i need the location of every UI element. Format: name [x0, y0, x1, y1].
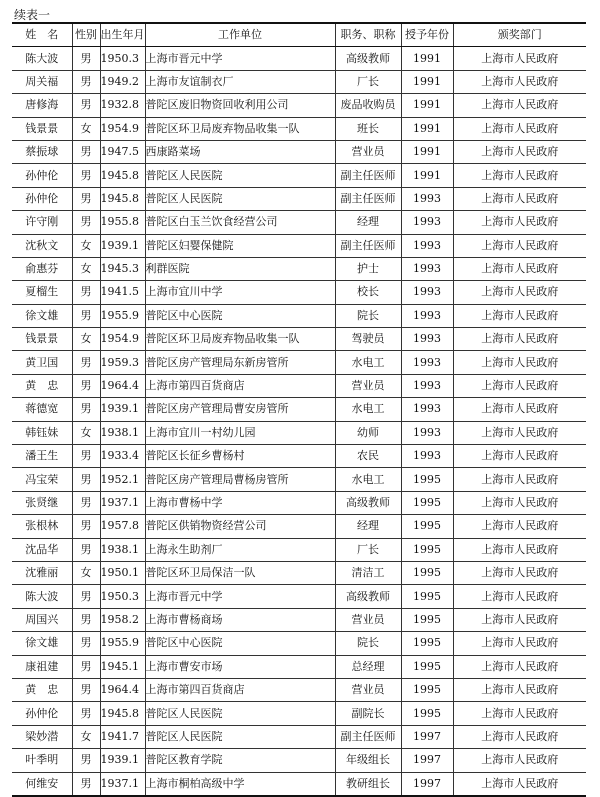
cell-gender: 男 — [72, 585, 100, 608]
table-row — [12, 304, 586, 327]
cell-workplace: 普陀区供销物资经营公司 — [145, 515, 335, 538]
cell-gender: 男 — [72, 374, 100, 397]
cell-year: 1995 — [401, 585, 453, 608]
cell-workplace: 普陀区环卫局废弃物品收集一队 — [145, 117, 335, 140]
cell-department: 上海市人民政府 — [453, 164, 586, 187]
cell-workplace: 普陀区房产管理局曹杨房管所 — [145, 468, 335, 491]
cell-name: 沈品华 — [12, 538, 72, 561]
cell-year: 1993 — [401, 445, 453, 468]
header-workplace: 工作单位 — [145, 23, 335, 47]
cell-department: 上海市人民政府 — [453, 725, 586, 748]
cell-year: 1993 — [401, 351, 453, 374]
cell-workplace: 上海市第四百货商店 — [145, 678, 335, 701]
table-row — [12, 351, 586, 374]
cell-workplace: 利群医院 — [145, 257, 335, 280]
cell-gender: 男 — [72, 47, 100, 70]
cell-workplace: 上海市晋元中学 — [145, 47, 335, 70]
cell-year: 1993 — [401, 257, 453, 280]
cell-workplace: 普陀区房产管理局曹安房管所 — [145, 398, 335, 421]
cell-year: 1993 — [401, 328, 453, 351]
cell-position: 高级教师 — [335, 47, 401, 70]
cell-position: 副主任医师 — [335, 187, 401, 210]
table-row — [12, 561, 586, 584]
cell-year: 1995 — [401, 608, 453, 631]
table-row — [12, 70, 586, 93]
cell-department: 上海市人民政府 — [453, 187, 586, 210]
cell-name: 许守刚 — [12, 211, 72, 234]
cell-department: 上海市人民政府 — [453, 257, 586, 280]
cell-name: 沈雅丽 — [12, 561, 72, 584]
cell-birth: 1957.8 — [100, 515, 145, 538]
cell-department: 上海市人民政府 — [453, 304, 586, 327]
cell-position: 经理 — [335, 211, 401, 234]
cell-birth: 1958.2 — [100, 608, 145, 631]
cell-year: 1997 — [401, 749, 453, 772]
cell-workplace: 上海市桐柏高级中学 — [145, 772, 335, 796]
cell-workplace: 上海市曹杨商场 — [145, 608, 335, 631]
cell-year: 1995 — [401, 468, 453, 491]
cell-year: 1993 — [401, 304, 453, 327]
cell-year: 1991 — [401, 70, 453, 93]
cell-year: 1995 — [401, 632, 453, 655]
cell-name: 俞惠芬 — [12, 257, 72, 280]
cell-birth: 1955.8 — [100, 211, 145, 234]
cell-department: 上海市人民政府 — [453, 468, 586, 491]
cell-department: 上海市人民政府 — [453, 515, 586, 538]
cell-year: 1993 — [401, 211, 453, 234]
cell-position: 经理 — [335, 515, 401, 538]
cell-birth: 1938.1 — [100, 538, 145, 561]
cell-department: 上海市人民政府 — [453, 70, 586, 93]
cell-gender: 男 — [72, 749, 100, 772]
cell-gender: 女 — [72, 328, 100, 351]
cell-gender: 男 — [72, 772, 100, 796]
cell-year: 1995 — [401, 702, 453, 725]
cell-position: 营业员 — [335, 374, 401, 397]
cell-birth: 1947.5 — [100, 140, 145, 163]
cell-gender: 男 — [72, 608, 100, 631]
cell-name: 周国兴 — [12, 608, 72, 631]
cell-position: 水电工 — [335, 468, 401, 491]
cell-birth: 1955.9 — [100, 304, 145, 327]
awards-table — [12, 22, 586, 797]
cell-name: 夏榴生 — [12, 281, 72, 304]
cell-department: 上海市人民政府 — [453, 445, 586, 468]
cell-department: 上海市人民政府 — [453, 398, 586, 421]
header-year: 授予年份 — [401, 23, 453, 47]
table-row — [12, 398, 586, 421]
table-row — [12, 468, 586, 491]
cell-position: 总经理 — [335, 655, 401, 678]
cell-year: 1995 — [401, 678, 453, 701]
cell-workplace: 上海永生助剂厂 — [145, 538, 335, 561]
cell-department: 上海市人民政府 — [453, 47, 586, 70]
cell-year: 1995 — [401, 515, 453, 538]
cell-year: 1993 — [401, 421, 453, 444]
cell-workplace: 上海市曹杨中学 — [145, 491, 335, 514]
cell-workplace: 普陀区环卫局废弃物品收集一队 — [145, 328, 335, 351]
table-row — [12, 445, 586, 468]
cell-gender: 男 — [72, 187, 100, 210]
cell-workplace: 普陀区废旧物资回收利用公司 — [145, 94, 335, 117]
cell-department: 上海市人民政府 — [453, 351, 586, 374]
cell-gender: 男 — [72, 678, 100, 701]
cell-department: 上海市人民政府 — [453, 140, 586, 163]
table-row — [12, 772, 586, 796]
cell-name: 孙仲伦 — [12, 164, 72, 187]
table-row — [12, 257, 586, 280]
cell-name: 黄 忠 — [12, 374, 72, 397]
cell-year: 1993 — [401, 374, 453, 397]
cell-gender: 男 — [72, 515, 100, 538]
cell-birth: 1954.9 — [100, 328, 145, 351]
cell-birth: 1937.1 — [100, 772, 145, 796]
cell-year: 1995 — [401, 561, 453, 584]
cell-position: 院长 — [335, 304, 401, 327]
cell-position: 副主任医师 — [335, 725, 401, 748]
table-row — [12, 187, 586, 210]
cell-name: 徐文雄 — [12, 632, 72, 655]
cell-gender: 女 — [72, 257, 100, 280]
cell-department: 上海市人民政府 — [453, 421, 586, 444]
cell-birth: 1954.9 — [100, 117, 145, 140]
cell-birth: 1932.8 — [100, 94, 145, 117]
table-row — [12, 702, 586, 725]
cell-name: 陈大波 — [12, 47, 72, 70]
cell-year: 1991 — [401, 140, 453, 163]
cell-birth: 1945.8 — [100, 702, 145, 725]
cell-name: 康祖建 — [12, 655, 72, 678]
cell-position: 校长 — [335, 281, 401, 304]
cell-position: 副院长 — [335, 702, 401, 725]
cell-department: 上海市人民政府 — [453, 117, 586, 140]
cell-name: 梁妙潜 — [12, 725, 72, 748]
table-row — [12, 374, 586, 397]
cell-department: 上海市人民政府 — [453, 702, 586, 725]
cell-birth: 1959.3 — [100, 351, 145, 374]
cell-gender: 男 — [72, 655, 100, 678]
cell-workplace: 普陀区中心医院 — [145, 304, 335, 327]
cell-position: 院长 — [335, 632, 401, 655]
cell-birth: 1938.1 — [100, 421, 145, 444]
table-row — [12, 140, 586, 163]
cell-department: 上海市人民政府 — [453, 234, 586, 257]
cell-birth: 1950.1 — [100, 561, 145, 584]
cell-workplace: 上海市宜川中学 — [145, 281, 335, 304]
cell-birth: 1952.1 — [100, 468, 145, 491]
table-row — [12, 47, 586, 70]
cell-department: 上海市人民政府 — [453, 749, 586, 772]
cell-position: 班长 — [335, 117, 401, 140]
header-birth: 出生年月 — [100, 23, 145, 47]
cell-position: 营业员 — [335, 140, 401, 163]
cell-year: 1993 — [401, 187, 453, 210]
cell-department: 上海市人民政府 — [453, 772, 586, 796]
table-row — [12, 632, 586, 655]
cell-department: 上海市人民政府 — [453, 655, 586, 678]
cell-gender: 女 — [72, 561, 100, 584]
cell-workplace: 普陀区教育学院 — [145, 749, 335, 772]
cell-workplace: 普陀区长征乡曹杨村 — [145, 445, 335, 468]
table-row — [12, 94, 586, 117]
table-row — [12, 678, 586, 701]
cell-gender: 男 — [72, 140, 100, 163]
cell-gender: 男 — [72, 281, 100, 304]
cell-birth: 1939.1 — [100, 398, 145, 421]
cell-department: 上海市人民政府 — [453, 538, 586, 561]
cell-department: 上海市人民政府 — [453, 374, 586, 397]
cell-name: 韩钰妹 — [12, 421, 72, 444]
table-row — [12, 164, 586, 187]
table-caption: 续表一 — [14, 8, 51, 22]
table-row — [12, 725, 586, 748]
cell-position: 高级教师 — [335, 491, 401, 514]
cell-department: 上海市人民政府 — [453, 585, 586, 608]
cell-name: 徐文雄 — [12, 304, 72, 327]
cell-gender: 男 — [72, 70, 100, 93]
cell-department: 上海市人民政府 — [453, 678, 586, 701]
cell-year: 1995 — [401, 491, 453, 514]
cell-workplace: 普陀区妇婴保健院 — [145, 234, 335, 257]
cell-position: 副主任医师 — [335, 234, 401, 257]
cell-name: 蒋德宽 — [12, 398, 72, 421]
header-department: 颁奖部门 — [453, 23, 586, 47]
cell-workplace: 普陀区中心医院 — [145, 632, 335, 655]
cell-position: 营业员 — [335, 608, 401, 631]
cell-position: 厂长 — [335, 70, 401, 93]
cell-year: 1991 — [401, 164, 453, 187]
header-name: 姓 名 — [12, 23, 72, 47]
cell-gender: 女 — [72, 725, 100, 748]
cell-year: 1993 — [401, 281, 453, 304]
table-row — [12, 234, 586, 257]
cell-year: 1993 — [401, 398, 453, 421]
header-row — [12, 23, 586, 47]
cell-birth: 1950.3 — [100, 47, 145, 70]
table-row — [12, 211, 586, 234]
cell-gender: 男 — [72, 211, 100, 234]
cell-name: 黄 忠 — [12, 678, 72, 701]
cell-workplace: 上海市晋元中学 — [145, 585, 335, 608]
cell-name: 张根林 — [12, 515, 72, 538]
cell-workplace: 上海市友谊制衣厂 — [145, 70, 335, 93]
table-row — [12, 608, 586, 631]
cell-name: 潘王生 — [12, 445, 72, 468]
cell-position: 驾驶员 — [335, 328, 401, 351]
cell-workplace: 上海市曹安市场 — [145, 655, 335, 678]
cell-position: 农民 — [335, 445, 401, 468]
cell-department: 上海市人民政府 — [453, 281, 586, 304]
cell-gender: 女 — [72, 117, 100, 140]
cell-position: 水电工 — [335, 351, 401, 374]
cell-position: 废品收购员 — [335, 94, 401, 117]
cell-name: 陈大波 — [12, 585, 72, 608]
table-row — [12, 515, 586, 538]
cell-birth: 1933.4 — [100, 445, 145, 468]
table-row — [12, 749, 586, 772]
cell-position: 年级组长 — [335, 749, 401, 772]
header-gender: 性别 — [72, 23, 100, 47]
cell-department: 上海市人民政府 — [453, 632, 586, 655]
table-row — [12, 421, 586, 444]
cell-name: 沈秋文 — [12, 234, 72, 257]
cell-name: 钱景景 — [12, 328, 72, 351]
cell-name: 蔡振球 — [12, 140, 72, 163]
table-row — [12, 328, 586, 351]
cell-workplace: 普陀区房产管理局东新房管所 — [145, 351, 335, 374]
cell-name: 钱景景 — [12, 117, 72, 140]
cell-position: 营业员 — [335, 678, 401, 701]
cell-year: 1991 — [401, 117, 453, 140]
cell-gender: 男 — [72, 702, 100, 725]
cell-department: 上海市人民政府 — [453, 211, 586, 234]
table-row — [12, 655, 586, 678]
cell-birth: 1950.3 — [100, 585, 145, 608]
cell-gender: 男 — [72, 445, 100, 468]
cell-workplace: 普陀区人民医院 — [145, 725, 335, 748]
cell-year: 1997 — [401, 725, 453, 748]
cell-position: 厂长 — [335, 538, 401, 561]
cell-workplace: 上海市第四百货商店 — [145, 374, 335, 397]
cell-workplace: 普陀区人民医院 — [145, 702, 335, 725]
table-row — [12, 117, 586, 140]
cell-gender: 男 — [72, 632, 100, 655]
table-body — [12, 47, 586, 796]
cell-birth: 1939.1 — [100, 749, 145, 772]
cell-workplace: 普陀区白玉兰饮食经营公司 — [145, 211, 335, 234]
cell-birth: 1945.3 — [100, 257, 145, 280]
cell-birth: 1941.5 — [100, 281, 145, 304]
cell-birth: 1945.1 — [100, 655, 145, 678]
table-row — [12, 585, 586, 608]
cell-birth: 1937.1 — [100, 491, 145, 514]
cell-name: 冯宝荣 — [12, 468, 72, 491]
cell-department: 上海市人民政府 — [453, 608, 586, 631]
cell-birth: 1964.4 — [100, 374, 145, 397]
cell-year: 1991 — [401, 94, 453, 117]
cell-position: 幼师 — [335, 421, 401, 444]
cell-gender: 男 — [72, 398, 100, 421]
cell-name: 叶季明 — [12, 749, 72, 772]
table-row — [12, 538, 586, 561]
cell-name: 周关福 — [12, 70, 72, 93]
cell-birth: 1955.9 — [100, 632, 145, 655]
cell-position: 教研组长 — [335, 772, 401, 796]
cell-name: 孙仲伦 — [12, 187, 72, 210]
cell-gender: 男 — [72, 164, 100, 187]
cell-department: 上海市人民政府 — [453, 491, 586, 514]
cell-department: 上海市人民政府 — [453, 328, 586, 351]
cell-year: 1991 — [401, 47, 453, 70]
cell-birth: 1964.4 — [100, 678, 145, 701]
cell-gender: 男 — [72, 491, 100, 514]
cell-year: 1995 — [401, 538, 453, 561]
header-position: 职务、职称 — [335, 23, 401, 47]
cell-position: 高级教师 — [335, 585, 401, 608]
cell-workplace: 普陀区环卫局保洁一队 — [145, 561, 335, 584]
cell-gender: 女 — [72, 234, 100, 257]
cell-name: 张贤继 — [12, 491, 72, 514]
cell-gender: 男 — [72, 351, 100, 374]
cell-birth: 1941.7 — [100, 725, 145, 748]
cell-workplace: 普陀区人民医院 — [145, 187, 335, 210]
cell-gender: 男 — [72, 94, 100, 117]
cell-department: 上海市人民政府 — [453, 561, 586, 584]
table-row — [12, 281, 586, 304]
cell-name: 何维安 — [12, 772, 72, 796]
cell-gender: 男 — [72, 538, 100, 561]
cell-position: 清洁工 — [335, 561, 401, 584]
cell-birth: 1939.1 — [100, 234, 145, 257]
cell-workplace: 普陀区人民医院 — [145, 164, 335, 187]
cell-name: 唐修海 — [12, 94, 72, 117]
cell-year: 1993 — [401, 234, 453, 257]
cell-year: 1995 — [401, 655, 453, 678]
cell-birth: 1945.8 — [100, 187, 145, 210]
table-row — [12, 491, 586, 514]
cell-position: 副主任医师 — [335, 164, 401, 187]
cell-workplace: 西康路菜场 — [145, 140, 335, 163]
cell-birth: 1945.8 — [100, 164, 145, 187]
cell-year: 1997 — [401, 772, 453, 796]
cell-birth: 1949.2 — [100, 70, 145, 93]
cell-gender: 男 — [72, 468, 100, 491]
cell-name: 黄卫国 — [12, 351, 72, 374]
cell-gender: 男 — [72, 304, 100, 327]
cell-position: 水电工 — [335, 398, 401, 421]
cell-gender: 女 — [72, 421, 100, 444]
cell-workplace: 上海市宜川一村幼儿园 — [145, 421, 335, 444]
cell-position: 护士 — [335, 257, 401, 280]
cell-department: 上海市人民政府 — [453, 94, 586, 117]
cell-name: 孙仲伦 — [12, 702, 72, 725]
